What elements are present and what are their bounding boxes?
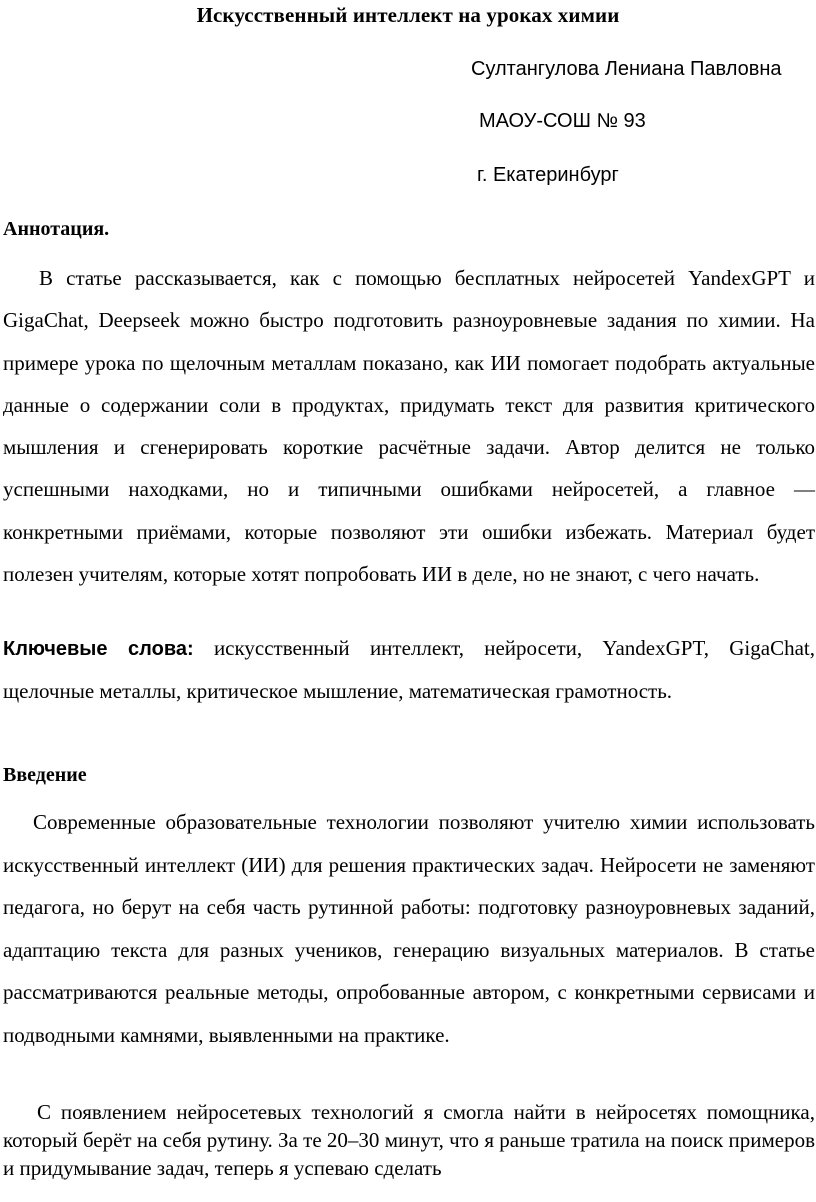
keywords-text: искусственный интеллект, нейросети, YandexGPT, GigaChat, щелочные металлы, критическое мышление, математическая грамотность. — [3, 636, 815, 703]
keywords-paragraph — [3, 628, 815, 712]
keywords-label: Ключевые слова: — [3, 638, 194, 660]
author-school: МАОУ-СОШ № 93 — [479, 110, 646, 132]
introduction-paragraph-2: С появлением нейросетевых технологий я смогла найти в нейросетях помощника, который берёт на себя рутину. За те 20–30 минут, что я раньше тратила на поиск примеров и придумывание задач, теперь я успеваю сделать — [3, 1100, 815, 1180]
author-name: Султангулова Лениана Павловна — [471, 58, 782, 80]
author-city: г. Екатеринбург — [477, 164, 619, 186]
annotation-heading: Аннотация. — [3, 218, 110, 240]
introduction-paragraph-1: Современные образовательные технологии позволяют учителю химии использовать искусственный интеллект (ИИ) для решения практических задач. Нейросети не заменяют педагога, но берут на себя часть рутинной работы: подготовку разноуровневых заданий, адаптацию текста для разных учеников, генерацию визуальных материалов. В статье рассматриваются реальные методы, опробованные автором, с конкретными сервисами и подводными камнями, выявленными на практике. — [3, 810, 815, 1047]
introduction-heading: Введение — [3, 764, 87, 786]
annotation-paragraph: В статье рассказывается, как с помощью бесплатных нейросетей YandexGPT и GigaChat, Deepseek можно быстро подготовить разноуровневые задания по химии. На примере урока по щелочным металлам показано, как ИИ помогает подобрать актуальные данные о содержании соли в продуктах, придумать текст для развития критического мышления и сгенерировать короткие расчётные задачи. Автор делится не только успешными находками, но и типичными ошибками нейросетей, а главное — конкретными приёмами, которые позволяют эти ошибки избежать. Материал будет полезен учителям, которые хотят попробовать ИИ в деле, но не знают, с чего начать. — [3, 266, 815, 587]
article-title: Искусственный интеллект на уроках химии — [196, 3, 620, 27]
